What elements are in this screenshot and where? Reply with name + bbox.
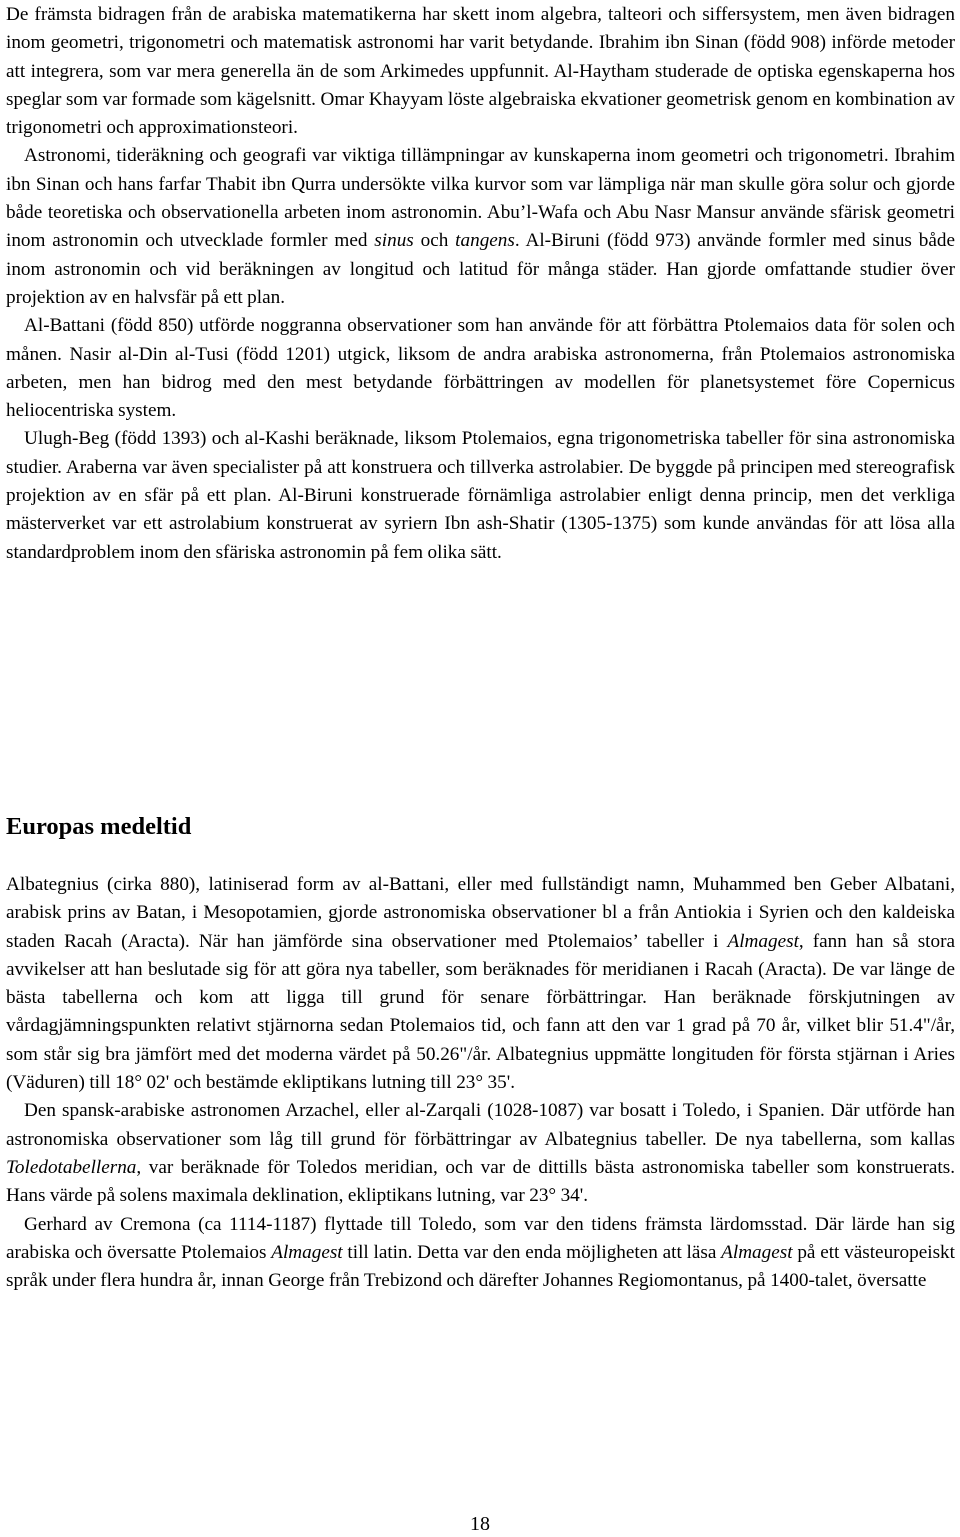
text-run: Albategnius (cirka 880), latiniserad form av al-Battani, eller med fullständigt namn, Muhammed ben Geber Albatani, arabisk prins av Batan, i Mesopotamien, gjorde astronomiska observationer bl a från Antiokia i Syrien och den kaldeiska staden Racah (Aracta). När han jämförde sina observationer med Ptolemaios’ tabeller i: [6, 874, 955, 952]
section-european-middle-ages: [6, 871, 955, 1295]
paragraph: [6, 312, 955, 425]
text-run: Den spansk-arabiske astronomen Arzachel, eller al-Zarqali (1028-1087) var bosatt i Toledo, i Spanien. Där utförde han astronomiska observationer som låg till grund för förbättringar av Albategnius tabeller. De nya tabellerna, som kallas: [6, 1100, 955, 1150]
section-arabic-mathematics: [6, 0, 955, 567]
page-number: 18: [470, 1513, 490, 1535]
paragraph: [6, 871, 955, 1097]
document-page: [6, 0, 955, 1292]
italic-term: Almagest: [721, 1241, 793, 1263]
text-run: Ulugh-Beg (född 1393) och al-Kashi beräknade, liksom Ptolemaios, egna trigonometriska tabeller för sina astronomiska studier. Araberna var även specialister på att konstruera och tillverka astrolabier. De byggde på principen med stereografisk projektion av en sfär på ett plan. Al-Biruni konstruerade förnämliga astrolabier enligt denna princip, men det verkliga mästerverket var ett astrolabium konstruerat av syriern Ibn ash-Shatir (1305-1375) som kunde användas för att lösa alla standardproblem inom den sfäriska astronomin på fem olika sätt.: [6, 428, 955, 563]
italic-term: tangens: [455, 230, 515, 252]
text-run: , var beräknade för Toledos meridian, och var de dittills bästa astronomiska tabeller som konstruerats. Hans värde på solens maximala deklination, ekliptikans lutning, var 23° 34'.: [6, 1156, 955, 1207]
text-run: på ett västeuropeiskt språk under flera hundra år, innan George från Trebizond och därefter Johannes Regiomontanus, på 1400-talet, översatte: [6, 1241, 955, 1292]
italic-term: Almagest: [727, 930, 799, 952]
paragraph: [6, 1211, 955, 1296]
text-run: till latin. Detta var den enda möjligheten att läsa: [342, 1241, 722, 1263]
text-run: , fann han så stora avvikelser att han beslutade sig för att göra nya tabeller, som beräknades för meridianen i Racah (Aracta). De var länge de bästa tabellerna och kom att ligga till grund för senare förbättringar. Han beräknade förskjutningen av vårdagjämningspunkten relativt stjärnorna sedan Ptolemaios tid, och fann att den var 1 grad på 70 år, vilket blir 51.4"/år, som står sig bra jämfört med det moderna värdet på 50.26"/år. Albategnius uppmätte longituden för första stjärnan i Aries (Väduren) till 18° 02' och bestämde ekliptikans lutning till 23° 35'.: [6, 930, 955, 1094]
italic-term: sinus: [374, 230, 414, 252]
paragraph: [6, 1, 955, 142]
text-run: . Al-Biruni (född 973) använde formler med sinus både inom astronomin och vid beräkningen av longitud och latitud för många städer. Han gjorde omfattande studier över projektion av en halvsfär på ett plan.: [6, 230, 955, 308]
italic-term: Almagest: [271, 1241, 343, 1263]
text-run: Gerhard av Cremona (ca 1114-1187) flyttade till Toledo, som var den tidens främsta lärdomsstad. Där lärde han sig arabiska och översatte Ptolemaios: [6, 1213, 955, 1263]
paragraph: [6, 142, 955, 312]
text-run: Astronomi, tideräkning och geografi var viktiga tillämpningar av kunskaperna inom geometri och trigonometri. Ibrahim ibn Sinan och hans farfar Thabit ibn Qurra undersökte vilka kurvor som var lämpliga när man skulle göra solur och gjorde både teoretiska och observationella arbeten inom astronomin. Abu’l-Wafa och Abu Nasr Mansur använde sfärisk geometri inom astronomin och utvecklade formler med: [6, 145, 955, 252]
text-run: De främsta bidragen från de arabiska matematikerna har skett inom algebra, talteori och siffersystem, men även bidragen inom geometri, trigonometri och matematisk astronomi har varit betydande. Ibrahim ibn Sinan (född 908) införde metoder att integrera, som var mera generella än de som Arkimedes uppfunnit. Al-Haytham studerade de optiska egenskaperna hos speglar som var formade som kägelsnitt. Omar Khayyam löste algebraiska ekvationer geometrisk genom en kombination av trigonometri och approximationsteori.: [6, 4, 955, 139]
text-run: Al-Battani (född 850) utförde noggranna observationer som han använde för att förbättra Ptolemaios data för solen och månen. Nasir al-Din al-Tusi (född 1201) utgick, liksom de andra arabiska astronomerna, från Ptolemaios astronomiska arbeten, men han bidrog med den mest betydande förbättringen av modellen för planetsystemet före Copernicus heliocentriska system.: [6, 315, 955, 422]
italic-term: Toledotabellerna: [6, 1156, 137, 1178]
text-run: och: [413, 230, 456, 252]
paragraph: [6, 425, 955, 566]
paragraph: [6, 1097, 955, 1210]
section-heading: Europas medeltid: [6, 813, 192, 840]
